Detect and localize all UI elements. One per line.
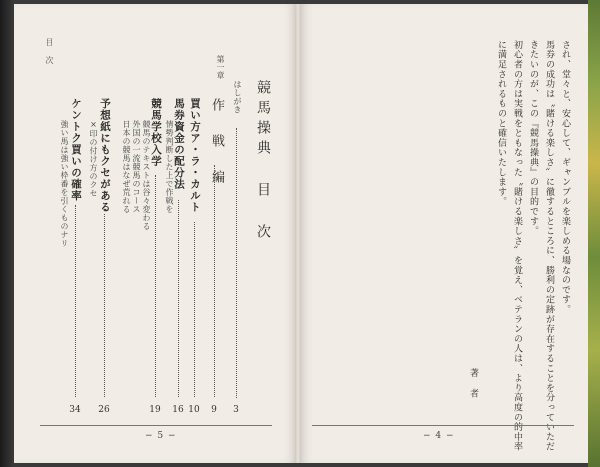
leader-dots xyxy=(155,175,156,397)
toc-entry-subtopic: 日本の競馬はなぜ荒れる xyxy=(122,120,131,214)
leader-dots xyxy=(104,214,105,397)
toc-entry-heading: 馬券資金の配分法 xyxy=(173,98,185,190)
leader-dots xyxy=(194,222,195,397)
part-title: 作 戦 編 xyxy=(209,98,224,187)
book-edge-left xyxy=(0,0,14,467)
toc-entry-heading: 競馬学校入学 xyxy=(150,98,162,167)
preface-line: に満足されるものと確信いたします。 xyxy=(496,40,506,207)
preface-page-number: 3 xyxy=(233,405,239,415)
toc-entry-subtopic: ×印の付け方のクセ xyxy=(89,120,98,198)
toc-entry-heading: 予想紙にもクセがある xyxy=(99,98,111,213)
toc-title: 競馬操典 目 次 xyxy=(255,80,271,244)
leader-dots xyxy=(214,165,215,397)
page-folio-right: − 4 − xyxy=(423,431,455,441)
toc-entry-page: 16 xyxy=(172,405,184,415)
toc-entry-page: 19 xyxy=(149,405,161,415)
preface-label: はしがき xyxy=(233,80,242,114)
book-gutter xyxy=(295,4,301,463)
part-page-number: 9 xyxy=(211,405,217,415)
toc-entry-page: 34 xyxy=(69,405,81,415)
toc-entry-subtopic: 外国の一流競馬のコース xyxy=(132,120,141,214)
preface-line: され、堂々と、安心して、ギャンブルを楽しめる場なのです。 xyxy=(560,40,570,315)
author-signature: 著 者 xyxy=(468,368,478,399)
bottom-rule xyxy=(40,425,272,426)
toc-entry-heading: 買い方ア・ラ・カルト xyxy=(189,98,201,213)
toc-entry-heading: ケントク買いの確率 xyxy=(70,98,82,202)
preface-line: 初心者の方は実戦をともなった〝賭ける楽しさ〟を覚え、ベテランの人は、より高度の的中率 xyxy=(512,40,522,452)
chapter-label: 第一章 xyxy=(216,55,225,79)
leader-dots xyxy=(75,205,76,397)
leader-dots xyxy=(178,200,179,397)
running-head: 目 次 xyxy=(45,38,54,65)
toc-entry-page: 26 xyxy=(98,405,110,415)
toc-entry-subtopic: 競馬のテキストは谷々変わる xyxy=(142,120,151,231)
preface-line: きたいのが、この『競馬操典』の目的です。 xyxy=(528,40,538,236)
toc-entry-subtopic: 強い馬は強い枠番を引くものナリ xyxy=(60,120,69,248)
leader-dots xyxy=(236,128,237,398)
book-edge-right xyxy=(588,0,600,467)
toc-entry-subtopic: 情勢判断した上で作戦を xyxy=(165,120,174,214)
bottom-rule xyxy=(312,425,574,426)
toc-entry-page: 10 xyxy=(188,405,200,415)
preface-line: 馬券の成功は〝賭ける楽しさ〟に徹するところに、勝利の定跡が存在することを分っていただ xyxy=(544,40,554,452)
page-folio-left: − 5 − xyxy=(145,431,177,441)
